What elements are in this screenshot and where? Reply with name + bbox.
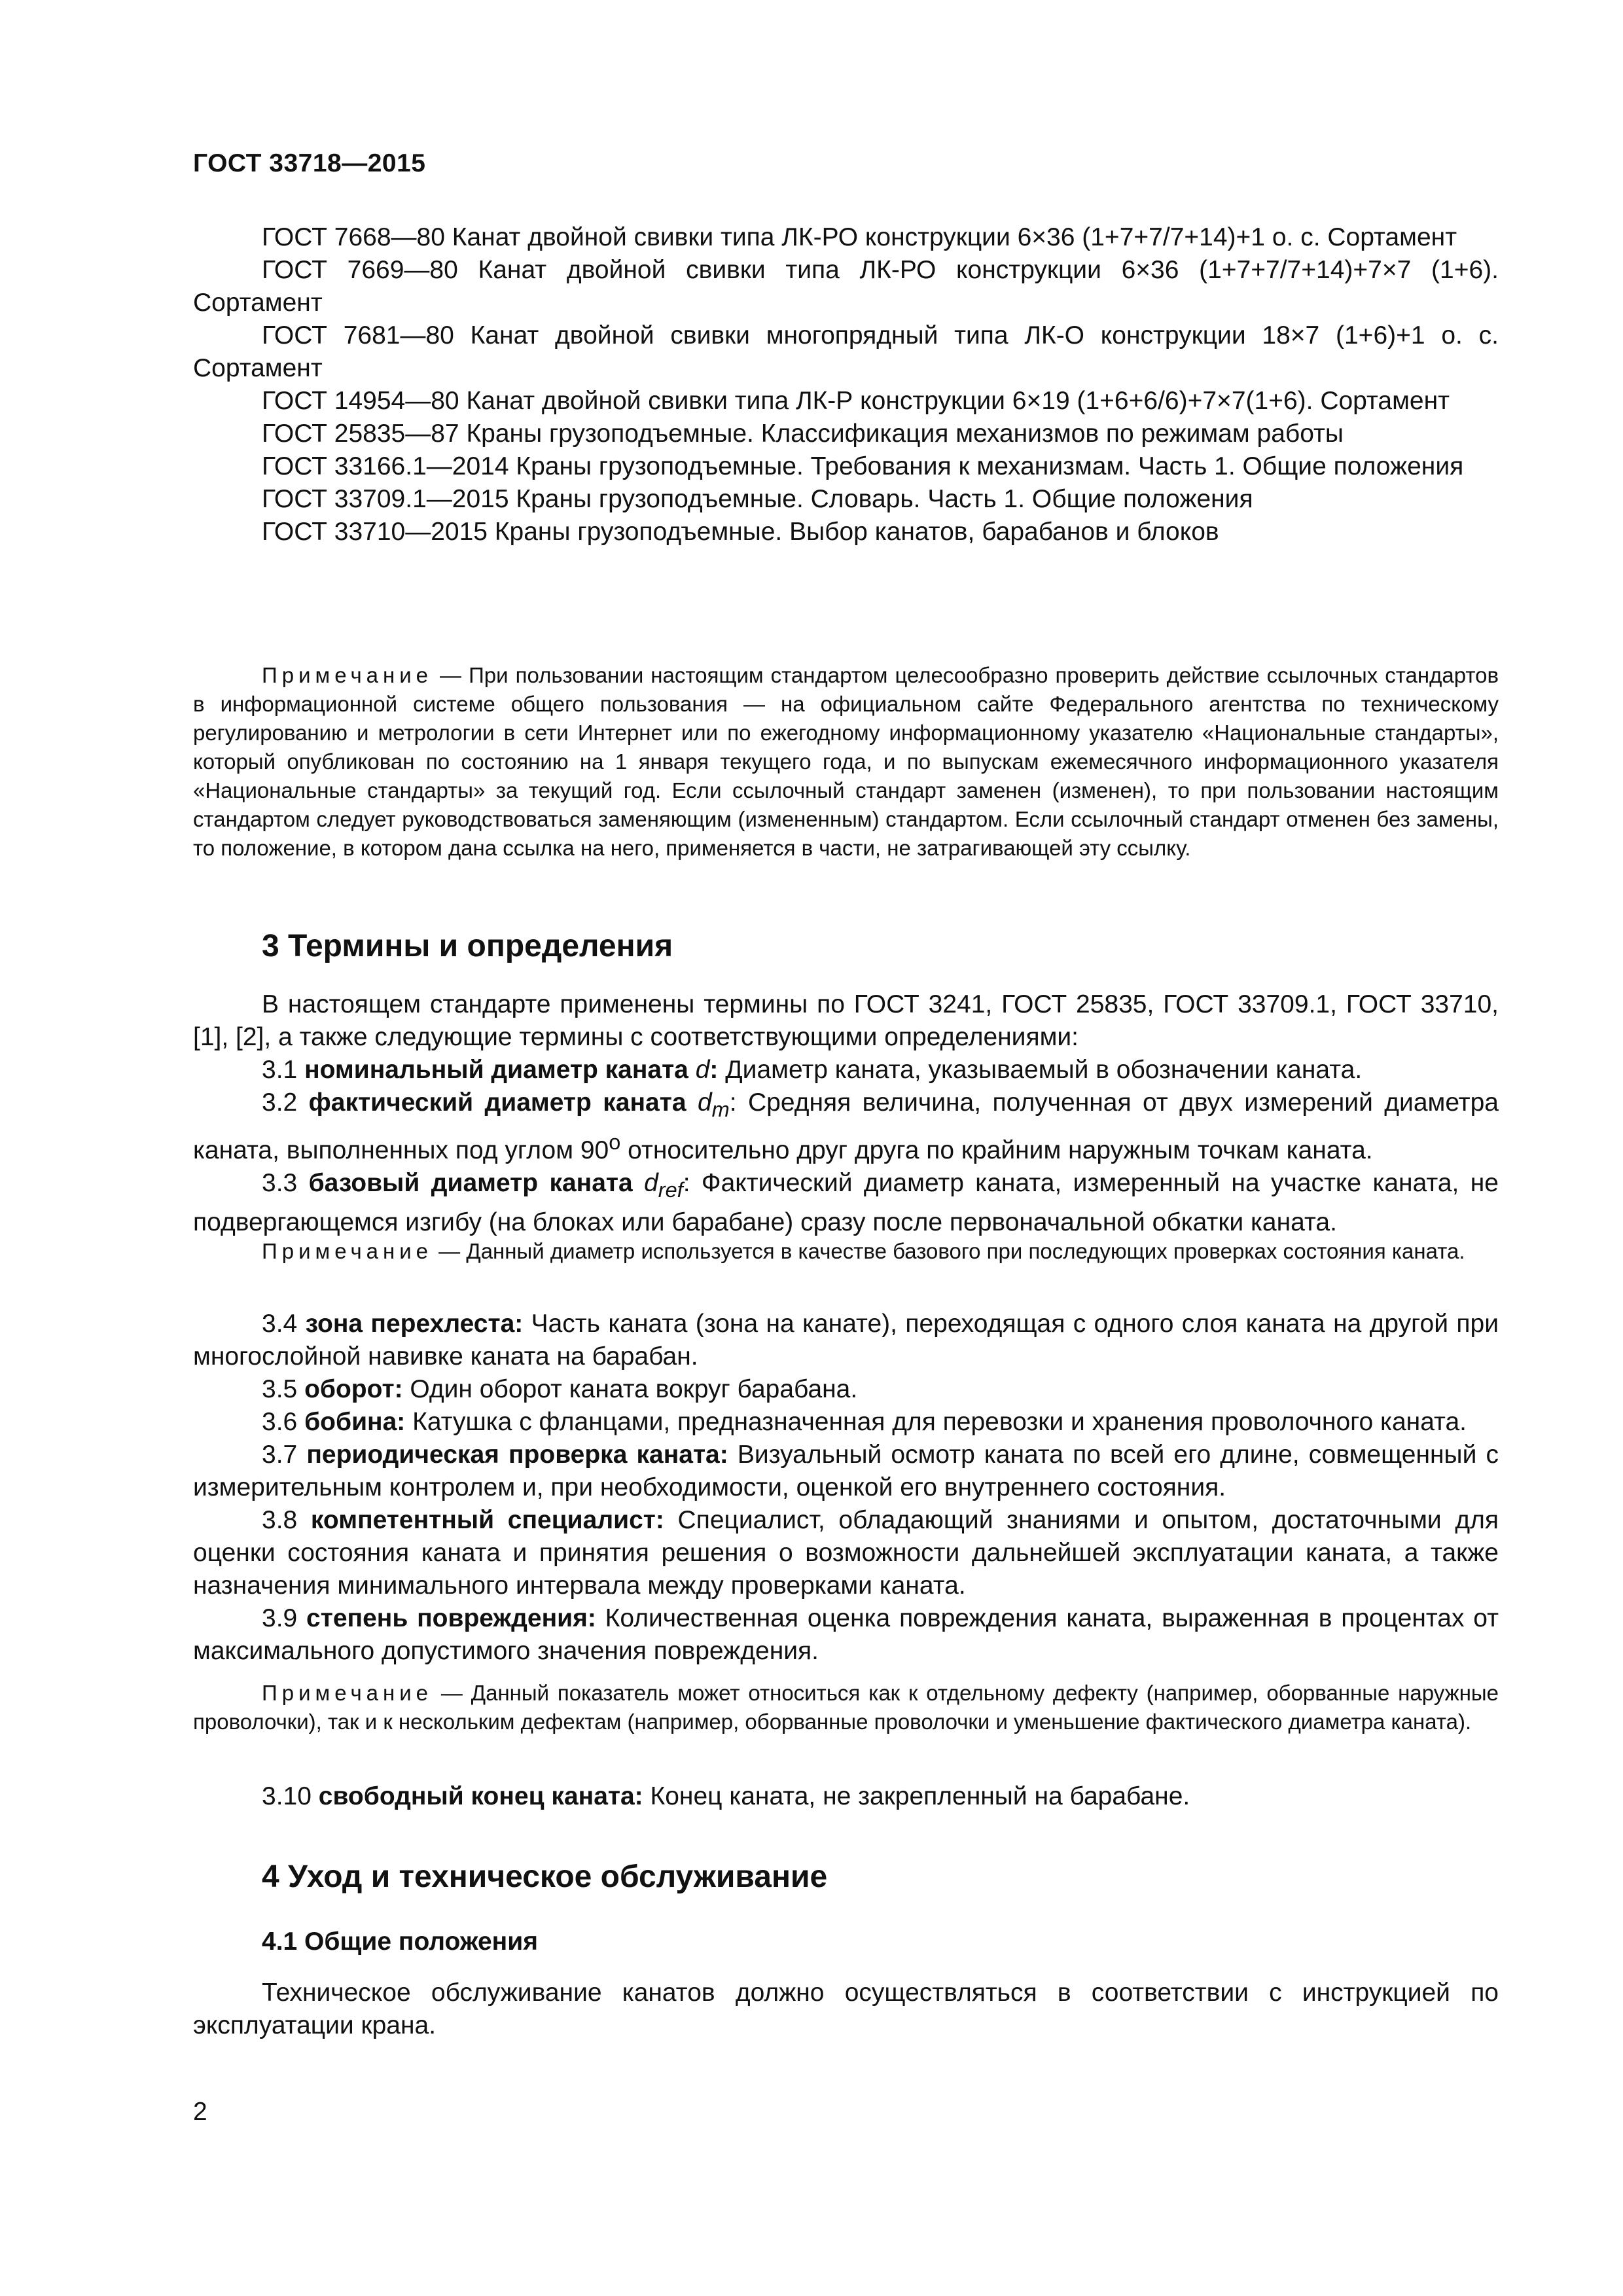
section-3-intro: В настоящем стандарте применены термины по ГОСТ 3241, ГОСТ 25835, ГОСТ 33709.1, ГОСТ 33710, [1], [2], а также следующие термины с соответствующими определениями: (193, 990, 1499, 1051)
section-3-body (193, 988, 1499, 1239)
term-3-7: 3.7 периодическая проверка каната: Визуальный осмотр каната по всей его длине, совмещенный с измерительным контролем и, при необходимости, оценкой его внутреннего состояния. (193, 1441, 1499, 1501)
reference-item: ГОСТ 33166.1—2014 Краны грузоподъемные. Требования к механизмам. Часть 1. Общие положения (262, 452, 1464, 480)
section-3-terms-continued (193, 1308, 1499, 1668)
section-4-heading: 4 Уход и техническое обслуживание (262, 1859, 828, 1894)
document-header: ГОСТ 33718—2015 (193, 149, 426, 177)
reference-item: ГОСТ 33710—2015 Краны грузоподъемные. Выбор канатов, барабанов и блоков (262, 518, 1219, 546)
term-3-9: 3.9 степень повреждения: Количественная оценка повреждения каната, выраженная в процентах от максимального допустимого значения повреждения. (193, 1604, 1499, 1665)
term-3-10-block (193, 1780, 1499, 1813)
term-3-10: 3.10 свободный конец каната: Конец каната, не закрепленный на барабане. (262, 1782, 1190, 1810)
references-note (193, 661, 1499, 863)
reference-item: ГОСТ 7681—80 Канат двойной свивки многопрядный типа ЛК-О конструкции 18×7 (1+6)+1 о. с. Сортамент (193, 321, 1499, 382)
note-label: Примечание (262, 663, 433, 687)
term-3-5: 3.5 оборот: Один оборот каната вокруг барабана. (262, 1375, 858, 1403)
section-3-heading: 3 Термины и определения (262, 929, 673, 963)
reference-item: ГОСТ 25835—87 Краны грузоподъемные. Классификация механизмов по режимам работы (262, 420, 1344, 448)
term-3-1: 3.1 номинальный диаметр каната d: Диаметр каната, указываемый в обозначении каната. (262, 1056, 1363, 1084)
note-label: Примечание (262, 1681, 433, 1705)
term-3-4: 3.4 зона перехлеста: Часть каната (зона на канате), переходящая с одного слоя каната на другой при многослойной навивке каната на барабан. (193, 1310, 1499, 1371)
term-3-3-note (193, 1237, 1499, 1266)
page-number: 2 (193, 2098, 207, 2126)
references-list (193, 221, 1499, 548)
note-text: — Данный диаметр используется в качестве базового при последующих проверках состояния каната. (433, 1239, 1465, 1263)
term-3-2: 3.2 фактический диаметр каната $d_m$: Средняя величина, полученная от двух измерений диаметра каната, выполненных под углом 90$^o$ относительно друг друга по крайним наружным точкам каната. (193, 1088, 1499, 1164)
note-text: — Данный показатель может относиться как к отдельному дефекту (например, оборванные наружные проволочки), так и к нескольким дефектам (например, оборванные проволочки и уменьшение фактического диаметра каната). (193, 1681, 1499, 1734)
section-4-1-body (193, 1977, 1499, 2042)
term-3-9-note (193, 1679, 1499, 1736)
term-3-6: 3.6 бобина: Катушка с фланцами, предназначенная для перевозки и хранения проволочного каната. (262, 1408, 1467, 1436)
reference-item: ГОСТ 7669—80 Канат двойной свивки типа ЛК-РО конструкции 6×36 (1+7+7/7+14)+7×7 (1+6). Сортамент (193, 256, 1499, 317)
term-3-8: 3.8 компетентный специалист: Специалист, обладающий знаниями и опытом, достаточными для оценки состояния каната и принятия решения о возможности дальнейшей эксплуатации каната, а также назначения минимального интервала между проверками каната. (193, 1506, 1499, 1600)
term-3-3: 3.3 базовый диаметр каната $d_{ref}$: Фактический диаметр каната, измеренный на участке каната, не подвергающемся изгибу (на блоках или барабане) сразу после первоначальной обкатки каната. (193, 1168, 1499, 1236)
section-4-1-text: Техническое обслуживание канатов должно осуществляться в соответствии с инструкцией по эксплуатации крана. (193, 1979, 1499, 2039)
reference-item: ГОСТ 7668—80 Канат двойной свивки типа ЛК-РО конструкции 6×36 (1+7+7/7+14)+1 о. с. Сортамент (262, 223, 1457, 251)
subsection-4-1-heading: 4.1 Общие положения (262, 1928, 538, 1956)
reference-item: ГОСТ 14954—80 Канат двойной свивки типа ЛК-Р конструкции 6×19 (1+6+6/6)+7×7(1+6). Сортамент (262, 387, 1450, 415)
note-text: — При пользовании настоящим стандартом целесообразно проверить действие ссылочных стандартов в информационной системе общего пользования — на официальном сайте Федерального агентства по техническому регулированию и метрологии в сети Интернет или по ежегодному информационному указателю «Национальные стандарты», который опубликован по состоянию на 1 января текущего года, и по выпускам ежемесячного информационного указателя «Национальные стандарты» за текущий год. Если ссылочный стандарт заменен (изменен), то при пользовании настоящим стандартом следует руководствоваться заменяющим (измененным) стандартом. Если ссылочный стандарт отменен без замены, то положение, в котором дана ссылка на него, применяется в части, не затрагивающей эту ссылку. (193, 663, 1499, 860)
note-label: Примечание (262, 1239, 433, 1263)
reference-item: ГОСТ 33709.1—2015 Краны грузоподъемные. Словарь. Часть 1. Общие положения (262, 485, 1253, 513)
